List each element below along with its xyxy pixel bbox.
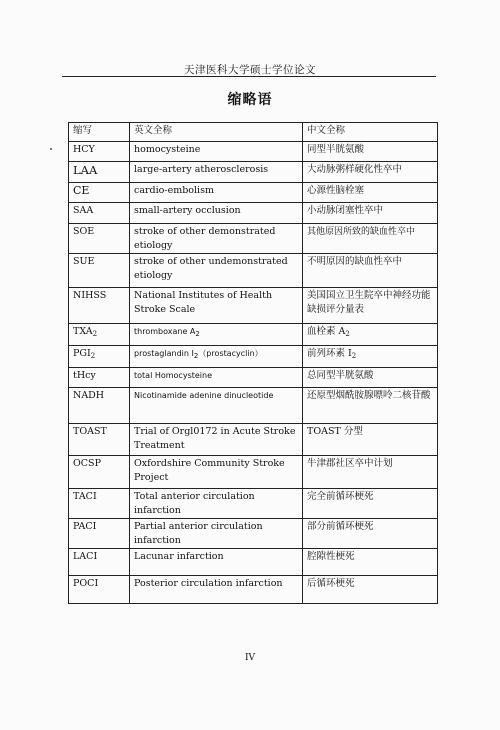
table-row [69,162,438,183]
abbr-cell: CE [69,183,130,203]
page-number: IV [244,653,256,663]
header-rule [62,76,436,77]
english-cell [130,346,303,368]
chinese-cell: 同型半胱氨酸 [303,142,438,162]
abbr-cell: SOE [69,224,130,254]
abbr-cell: NADH [69,388,130,424]
subscript: 2 [193,352,199,360]
english-cell: Posterior circulation infarction [130,576,303,604]
table-row [69,549,438,576]
table-row [69,576,438,604]
abbr-text: TXA [73,326,93,337]
table-row [69,254,438,288]
abbr-cell: LAA [69,162,130,183]
abbr-cell: TOAST [69,424,130,456]
english-cell: total Homocysteine [130,368,303,388]
english-cell: homocysteine [130,142,303,162]
table-row [69,388,438,424]
english-cell: stroke of other undemonstrated etiology [130,254,303,288]
table-row [69,324,438,346]
table-row [69,519,438,549]
abbr-cell: LACI [69,549,130,576]
subscript: 2 [92,330,98,338]
chinese-text: 前列环素 I [307,348,352,359]
abbr-cell: SUE [69,254,130,288]
abbr-cell: tHcy [69,368,130,388]
english-cell: Oxfordshire Community Stroke Project [130,456,303,489]
abbr-cell: TACI [69,489,130,519]
chinese-cell: 总同型半胱氨酸 [303,368,438,388]
chinese-cell: 牛津郡社区卒中计划 [303,456,438,489]
english-cell: Total anterior circulation infarction [130,489,303,519]
chinese-cell: 完全前循环梗死 [303,489,438,519]
chinese-cell: 美国国立卫生院卒中神经功能缺损评分量表 [303,288,438,324]
english-text: prostaglandin I [134,349,194,358]
table-row [69,346,438,368]
abbreviation-table [68,122,438,604]
chinese-cell: 大动脉粥样硬化性卒中 [303,162,438,183]
table-header-row [69,123,438,142]
abbr-cell: SAA [69,203,130,224]
chinese-cell [303,346,438,368]
abbr-cell [69,324,130,346]
abbr-text: PGI [73,348,91,359]
table-row [69,203,438,224]
table-row [69,424,438,456]
table-row [69,368,438,388]
abbr-cell: POCI [69,576,130,604]
english-text: thromboxane A [134,327,196,336]
table-row [69,456,438,489]
chinese-cell: 不明原因的缺血性卒中 [303,254,438,288]
table-row [69,183,438,203]
chinese-cell: 还原型烟酰胺腺嘌呤二核苷酸 [303,388,438,424]
english-cell: small-artery occlusion [130,203,303,224]
english-text-suffix: （prostacyclin） [198,349,263,358]
english-cell: National Institutes of Health Stroke Scale [130,288,303,324]
english-cell: Nicotinamide adenine dinucleotide [130,388,303,424]
subscript: 2 [351,352,357,360]
english-cell: Trial of Orgl0172 in Acute Stroke Treatment [130,424,303,456]
column-header-english: 英文全称 [130,123,303,142]
chinese-cell [303,324,438,346]
english-cell: Lacunar infarction [130,549,303,576]
chinese-cell: 后循环梗死 [303,576,438,604]
page-title: 缩略语 [227,92,273,108]
english-cell: cardio-embolism [130,183,303,203]
subscript: 2 [345,330,350,338]
abbr-cell: PACI [69,519,130,549]
chinese-cell: 腔隙性梗死 [303,549,438,576]
column-header-abbr: 缩写 [69,123,130,142]
chinese-cell: 其他原因所致的缺血性卒中 [303,224,438,254]
chinese-text: 血栓素 A [307,326,346,337]
scan-speck [50,148,52,150]
table-row [69,288,438,324]
english-cell: large-artery atherosclerosis [130,162,303,183]
table-row [69,489,438,519]
english-cell [130,324,303,346]
column-header-chinese: 中文全称 [303,123,438,142]
abbr-cell [69,346,130,368]
chinese-cell: 部分前循环梗死 [303,519,438,549]
abbr-cell: NIHSS [69,288,130,324]
abbr-cell: HCY [69,142,130,162]
table-row [69,224,438,254]
table-row [69,142,438,162]
running-header: 天津医科大学硕士学位论文 [184,64,316,76]
subscript: 2 [90,352,96,360]
english-cell: stroke of other demonstrated etiology [130,224,303,254]
subscript: 2 [195,330,200,338]
chinese-cell: TOAST 分型 [303,424,438,456]
english-cell: Partial anterior circulation infarction [130,519,303,549]
chinese-cell: 心源性脑栓塞 [303,183,438,203]
chinese-cell: 小动脉闭塞性卒中 [303,203,438,224]
abbr-cell: OCSP [69,456,130,489]
